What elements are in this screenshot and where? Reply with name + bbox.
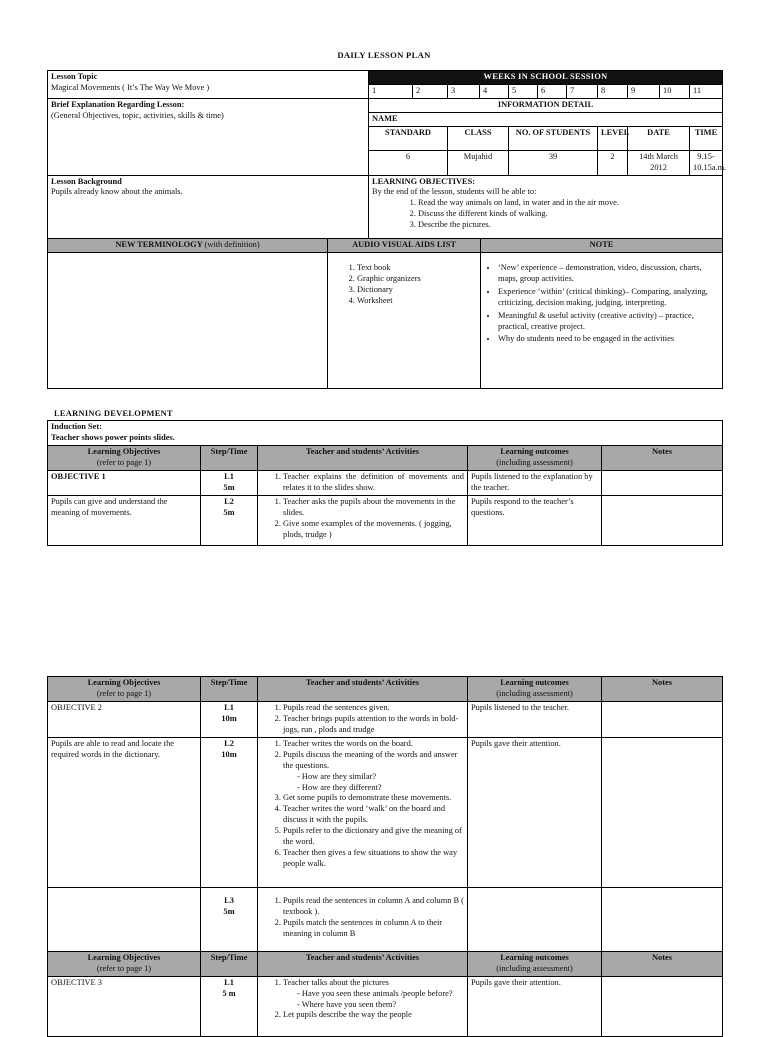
development-table-2 xyxy=(47,676,723,1037)
note-item: • ‘New’ experience – demonstration, video, discussion, charts, maps, group activities. xyxy=(498,263,719,285)
note-item: • Why do students need to be engaged in the activities xyxy=(498,334,719,345)
objective-cell: Pupils can give and understand the meaning of movements. xyxy=(48,495,201,545)
table-row xyxy=(48,495,723,545)
objective-cell: OBJECTIVE 1 xyxy=(48,470,201,495)
objectives-list xyxy=(372,198,719,231)
col-objectives-label: Learning Objectives xyxy=(87,447,161,456)
objective-item: 1. Read the way animals on land, in water and in the air move. xyxy=(418,198,719,209)
step-time: 5m xyxy=(223,507,235,517)
col-outcomes-label: Learning outcomes xyxy=(500,678,569,687)
col-objectives xyxy=(48,446,201,471)
info-detail-header: INFORMATION DETAIL xyxy=(369,98,723,112)
col-time: TIME xyxy=(690,126,723,150)
col-objectives-sub: (refer to page 1) xyxy=(96,688,152,698)
aid-item: 2. Graphic organizers xyxy=(357,274,477,285)
col-outcomes-sub: (including assessment) xyxy=(496,688,573,698)
val-students: 39 xyxy=(509,150,598,175)
activity-item: 1. Pupils read the sentences in column A and column B ( textbook ). xyxy=(283,896,464,918)
terminology-header xyxy=(48,239,328,253)
val-standard: 6 xyxy=(369,150,448,175)
step-time: 5m xyxy=(223,482,235,492)
activity-text: Pupils discuss the meaning of the words and answer the questions. xyxy=(283,749,458,770)
objective-item: 2. Discuss the different kinds of walking. xyxy=(418,209,719,220)
col-step: Step/Time xyxy=(201,677,258,702)
induction-label: Induction Set: xyxy=(51,422,102,431)
col-level: LEVEL xyxy=(598,126,628,150)
activity-list xyxy=(261,472,464,494)
week-cell: 3 xyxy=(448,84,480,98)
lesson-topic: Magical Movements ( It’s The Way We Move ) xyxy=(51,82,210,92)
col-objectives xyxy=(48,677,201,702)
outcome-cell xyxy=(468,887,602,951)
col-date: DATE xyxy=(628,126,690,150)
step-label: L2 xyxy=(224,496,234,506)
activity-item: 2. Give some examples of the movements. ( jogging, plods, trudge ) xyxy=(283,519,464,541)
col-notes: Notes xyxy=(602,951,723,976)
aid-item: 3. Dictionary xyxy=(357,285,477,296)
activity-list xyxy=(261,978,464,1022)
table-row xyxy=(48,976,723,1036)
objectives-intro: By the end of the lesson, students will be able to: xyxy=(372,187,537,197)
terminology-header-label: NEW TERMINOLOGY xyxy=(115,240,203,249)
outcome-cell: Pupils listened to the teacher. xyxy=(468,701,602,737)
activity-text: Teacher talks about the pictures xyxy=(283,977,389,987)
page-title: DAILY LESSON PLAN xyxy=(337,50,431,60)
activity-item: 1. Teacher explains the definition of movements and relates it to the slides show. xyxy=(283,472,464,494)
outcome-cell: Pupils respond to the teacher’s questions. xyxy=(468,495,602,545)
activity-list xyxy=(261,703,464,736)
activity-list xyxy=(261,497,464,541)
activity-item: 3. Get some pupils to demonstrate these movements. xyxy=(283,793,464,804)
col-students: NO. OF STUDENTS xyxy=(509,126,598,150)
development-table-1 xyxy=(47,420,723,546)
col-notes: Notes xyxy=(602,446,723,471)
activity-item: 1. Teacher asks the pupils about the movements in the slides. xyxy=(283,497,464,519)
col-standard: STANDARD xyxy=(369,126,448,150)
step-time: 5 m xyxy=(222,988,236,998)
notes-cell xyxy=(602,495,723,545)
val-class: Mujahid xyxy=(448,150,509,175)
col-outcomes-label: Learning outcomes xyxy=(500,952,569,962)
learning-development-title: LEARNING DEVELOPMENT xyxy=(54,409,173,418)
background-label: Lesson Background xyxy=(51,176,122,186)
question-item: - How are they similar? xyxy=(297,772,464,783)
step-time: 10m xyxy=(221,749,237,759)
week-cell: 10 xyxy=(660,84,690,98)
activity-item: 2. Teacher brings pupils attention to the words in bold-jogs, run , plods and trudge xyxy=(283,714,464,736)
val-date: 14th March 2012 xyxy=(628,150,690,175)
col-objectives-label: Learning Objectives xyxy=(87,952,161,962)
terminology-header-note: (with definition) xyxy=(204,240,260,249)
col-step: Step/Time xyxy=(201,446,258,471)
terminology-cell xyxy=(48,252,328,388)
aid-item: 1. Text book xyxy=(357,263,477,274)
outcome-cell: Pupils listened to the explanation by the teacher. xyxy=(468,470,602,495)
col-objectives-sub: (refer to page 1) xyxy=(96,963,152,973)
notes-cell xyxy=(602,701,723,737)
notes-cell xyxy=(602,887,723,951)
week-cell: 9 xyxy=(628,84,660,98)
aids-header: AUDIO VISUAL AIDS LIST xyxy=(328,239,481,253)
col-outcomes xyxy=(468,951,602,976)
activity-item: 5. Pupils refer to the dictionary and give the meaning of the word. xyxy=(283,826,464,848)
lesson-info-table xyxy=(47,70,727,240)
notes-cell xyxy=(602,737,723,887)
activity-item: 2. Let pupils describe the way the people xyxy=(283,1010,464,1021)
step-time: 10m xyxy=(221,713,237,723)
week-cell: 6 xyxy=(538,84,567,98)
week-cell: 5 xyxy=(509,84,538,98)
col-outcomes xyxy=(468,677,602,702)
objectives-label: LEARNING OBJECTIVES: xyxy=(372,176,476,186)
table-row xyxy=(48,470,723,495)
val-time: 9.15-10.15a.m. xyxy=(690,150,723,175)
activity-item: 4. Teacher writes the word ‘walk’ on the board and discuss it with the pupils. xyxy=(283,804,464,826)
val-level: 2 xyxy=(598,150,628,175)
step-time: 5m xyxy=(223,906,235,916)
week-cell: 4 xyxy=(480,84,509,98)
objective-item: 3. Describe the pictures. xyxy=(418,220,719,231)
week-cell: 11 xyxy=(690,84,723,98)
col-notes: Notes xyxy=(602,677,723,702)
question-list xyxy=(283,989,464,1011)
week-cell: 1 xyxy=(369,84,413,98)
activity-item xyxy=(283,978,464,1011)
question-item: - Where have you seen them? xyxy=(297,1000,464,1011)
activity-item: 6. Teacher then gives a few situations to show the way people walk. xyxy=(283,848,464,870)
objective-cell: OBJECTIVE 3 xyxy=(48,976,201,1036)
question-list xyxy=(283,772,464,794)
activity-item: 2. Pupils match the sentences in column A to their meaning in column B xyxy=(283,918,464,940)
induction-desc: Teacher shows power points slides. xyxy=(51,432,175,442)
col-step: Step/Time xyxy=(201,951,258,976)
col-outcomes-sub: (including assessment) xyxy=(496,457,573,467)
activity-item: 1. Teacher writes the words on the board. xyxy=(283,739,464,750)
objective-cell: Pupils are able to read and locate the required words in the dictionary. xyxy=(48,737,201,887)
note-item: • Meaningful & useful activity (creative activity) – practice, practical, creative project. xyxy=(498,311,719,333)
notes-cell xyxy=(602,470,723,495)
step-label: L1 xyxy=(224,702,234,712)
note-header: NOTE xyxy=(481,239,723,253)
week-cell: 7 xyxy=(567,84,598,98)
col-class: CLASS xyxy=(448,126,509,150)
activity-item: 1. Pupils read the sentences given. xyxy=(283,703,464,714)
col-outcomes-sub: (including assessment) xyxy=(496,963,573,973)
background-text: Pupils already know about the animals. xyxy=(51,187,183,197)
objective-cell xyxy=(48,887,201,951)
week-cell: 8 xyxy=(598,84,628,98)
table-row xyxy=(48,701,723,737)
question-item: - Have you seen these animals /people before? xyxy=(297,989,464,1000)
col-objectives xyxy=(48,951,201,976)
activity-list xyxy=(261,896,464,940)
week-cell: 2 xyxy=(413,84,448,98)
name-label: NAME xyxy=(369,112,723,126)
step-label: L3 xyxy=(224,895,234,905)
col-activities: Teacher and students’ Activities xyxy=(258,951,468,976)
outcome-cell: Pupils gave their attention. xyxy=(468,737,602,887)
brief-text: (General Objectives, topic, activities, skills & time) xyxy=(51,110,224,120)
objective-cell: OBJECTIVE 2 xyxy=(48,701,201,737)
brief-label: Brief Explanation Regarding Lesson: xyxy=(51,99,185,109)
col-activities: Teacher and students’ Activities xyxy=(258,677,468,702)
lesson-topic-label: Lesson Topic xyxy=(51,72,98,81)
weeks-header: WEEKS IN SCHOOL SESSION xyxy=(369,71,723,85)
col-outcomes-label: Learning outcomes xyxy=(500,447,569,456)
col-objectives-label: Learning Objectives xyxy=(87,678,161,687)
col-outcomes xyxy=(468,446,602,471)
table-row xyxy=(48,737,723,887)
col-objectives-sub: (refer to page 1) xyxy=(96,457,152,467)
col-activities: Teacher and students’ Activities xyxy=(258,446,468,471)
table-row xyxy=(48,887,723,951)
step-label: L2 xyxy=(224,738,234,748)
note-item: • Experience ‘within’ (critical thinking)– Comparing, analyzing, criticizing, decision making, judging, interpreting. xyxy=(498,287,719,309)
question-item: - How are they different? xyxy=(297,783,464,794)
activity-list xyxy=(261,739,464,870)
outcome-cell: Pupils gave their attention. xyxy=(468,976,602,1036)
aids-list xyxy=(331,263,477,307)
step-label: L1 xyxy=(224,977,234,987)
aid-item: 4. Worksheet xyxy=(357,296,477,307)
resources-table xyxy=(47,238,723,389)
notes-list xyxy=(484,263,719,345)
activity-item xyxy=(283,750,464,794)
step-label: L1 xyxy=(224,471,234,481)
notes-cell xyxy=(602,976,723,1036)
